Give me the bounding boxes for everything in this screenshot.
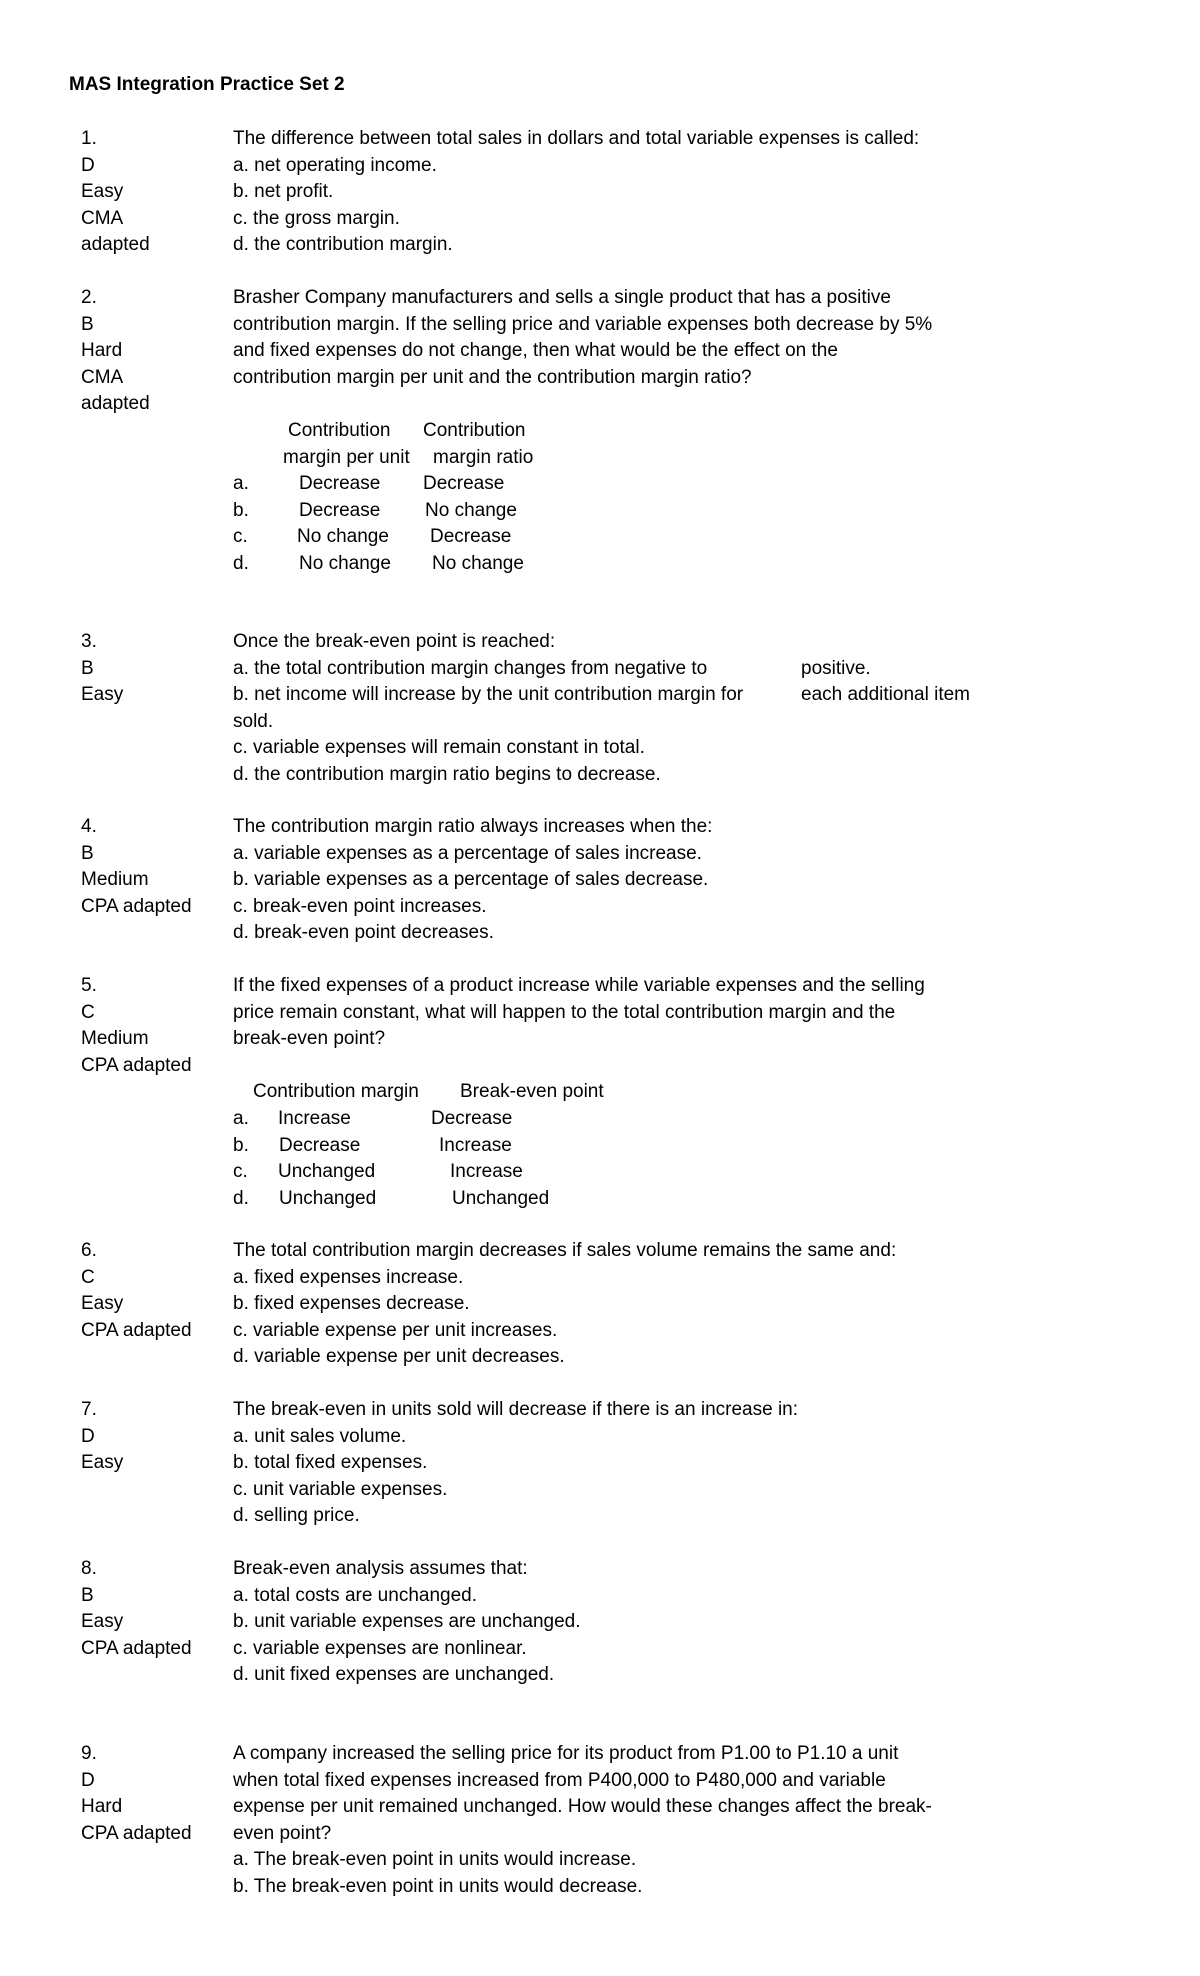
choice-a: a. the total contribution margin changes from negative to (233, 657, 708, 679)
table-header (233, 1079, 1013, 1106)
question-text: The total contribution margin decreases if sales volume remains the same and: (233, 1240, 897, 1261)
question-meta (81, 629, 231, 709)
table-row: a. Increase Decrease (233, 1107, 513, 1129)
question-text: The break-even in units sold will decrease if there is an increase in: (233, 1399, 799, 1420)
answer-key: B (81, 657, 94, 679)
question-number: 4. (81, 816, 97, 837)
difficulty: Hard (81, 1796, 123, 1818)
choice-d: d. variable expense per unit decreases. (233, 1346, 565, 1368)
choice-c: c. variable expense per unit increases. (233, 1319, 558, 1341)
question-body (233, 1238, 1013, 1371)
choice-b: b. variable expenses as a percentage of sales decrease. (233, 869, 709, 891)
difficulty: Easy (81, 181, 124, 203)
answer-key: B (81, 842, 94, 864)
question-number: 7. (81, 1399, 97, 1420)
question-body (233, 1397, 1013, 1530)
choice-b: b. unit variable expenses are unchanged. (233, 1611, 581, 1633)
table-header (233, 445, 1013, 472)
choice-b-wrap: sold. (233, 710, 274, 732)
choice-b: b. total fixed expenses. (233, 1452, 428, 1474)
choice-d: d. unit fixed expenses are unchanged. (233, 1664, 555, 1686)
question-body (233, 629, 1013, 789)
question-text-line: break-even point? (233, 1028, 386, 1050)
choice-d: d. selling price. (233, 1505, 360, 1527)
table-row: c. Unchanged Increase (233, 1161, 523, 1183)
question-meta (81, 285, 231, 418)
question-number: 2. (81, 287, 97, 308)
choice-a: a. variable expenses as a percentage of sales increase. (233, 842, 702, 864)
answer-key: D (81, 1425, 95, 1447)
choice-c: c. variable expenses will remain constant in total. (233, 737, 645, 759)
answer-table (233, 1079, 1013, 1212)
question-text-line: when total fixed expenses increased from P400,000 to P480,000 and variable (233, 1769, 886, 1791)
question-text-line: A company increased the selling price for its product from P1.00 to P1.10 a unit (233, 1743, 899, 1764)
difficulty: Easy (81, 1452, 124, 1474)
source: CPA adapted (81, 1054, 192, 1076)
table-row: c. No change Decrease (233, 526, 512, 548)
choice-c: c. break-even point increases. (233, 895, 487, 917)
source: CPA adapted (81, 1319, 192, 1341)
answer-key: B (81, 1584, 94, 1606)
table-row: d. No change No change (233, 552, 524, 574)
source-note: adapted (81, 234, 150, 256)
question-number: 9. (81, 1743, 97, 1764)
answer-key: C (81, 1266, 95, 1288)
source: CMA (81, 366, 124, 388)
question-text: Once the break-even point is reached: (233, 631, 556, 652)
question-text: The contribution margin ratio always increases when the: (233, 816, 713, 837)
question-body (233, 814, 1013, 947)
choice-c: c. the gross margin. (233, 207, 400, 229)
question-text-line: and fixed expenses do not change, then what would be the effect on the (233, 340, 838, 362)
question-number: 8. (81, 1558, 97, 1579)
source: CPA adapted (81, 1822, 192, 1844)
column-header: Break-even point (460, 1081, 604, 1103)
difficulty: Medium (81, 869, 149, 891)
answer-key: D (81, 154, 95, 176)
answer-key: C (81, 1001, 95, 1023)
question-body (233, 1556, 1013, 1689)
choice-a-continued: positive. (801, 657, 871, 679)
choice-b: b. net income will increase by the unit contribution margin for (233, 684, 744, 706)
choice-b: b. The break-even point in units would decrease. (233, 1875, 643, 1897)
table-row: d. Unchanged Unchanged (233, 1187, 550, 1209)
difficulty: Hard (81, 340, 123, 362)
question-number: 6. (81, 1240, 97, 1261)
source-note: adapted (81, 393, 150, 415)
question-meta (81, 1556, 231, 1662)
question-text: The difference between total sales in dollars and total variable expenses is called: (233, 128, 920, 149)
question-meta (81, 973, 231, 1079)
question-body (233, 285, 1013, 578)
question-text-line: expense per unit remained unchanged. How would these changes affect the break- (233, 1796, 932, 1818)
question-text-line: even point? (233, 1822, 332, 1844)
column-header: Contribution margin (253, 1081, 419, 1103)
choice-d: d. break-even point decreases. (233, 922, 494, 944)
choice-b: b. net profit. (233, 181, 334, 203)
choice-a: a. net operating income. (233, 154, 437, 176)
question-text-line: Brasher Company manufacturers and sells a single product that has a positive (233, 287, 891, 308)
table-row: a. Decrease Decrease (233, 473, 505, 495)
question-number: 3. (81, 631, 97, 652)
question-text: Break-even analysis assumes that: (233, 1558, 528, 1579)
question-meta (81, 1238, 231, 1344)
question-meta (81, 1741, 231, 1847)
column-header: margin per unit (283, 446, 410, 468)
column-header: Contribution (423, 419, 526, 441)
question-number: 1. (81, 128, 97, 149)
choice-a: a. unit sales volume. (233, 1425, 407, 1447)
question-body (233, 973, 1013, 1212)
source: CPA adapted (81, 895, 192, 917)
question-text-line: contribution margin. If the selling price and variable expenses both decrease by 5% (233, 313, 933, 335)
table-header (233, 418, 1013, 445)
question-body (233, 126, 1013, 259)
column-header: Contribution (288, 419, 391, 441)
choice-a: a. total costs are unchanged. (233, 1584, 477, 1606)
question-text-line: price remain constant, what will happen to the total contribution margin and the (233, 1001, 896, 1023)
table-row: b. Decrease Increase (233, 1134, 512, 1156)
choice-d: d. the contribution margin ratio begins to decrease. (233, 763, 661, 785)
choice-c: c. unit variable expenses. (233, 1478, 448, 1500)
source: CMA (81, 207, 124, 229)
choice-a: a. The break-even point in units would increase. (233, 1849, 637, 1871)
answer-key: D (81, 1769, 95, 1791)
choice-b-continued: each additional item (801, 684, 970, 706)
table-row: b. Decrease No change (233, 499, 517, 521)
difficulty: Easy (81, 1611, 124, 1633)
choice-b: b. fixed expenses decrease. (233, 1293, 470, 1315)
difficulty: Easy (81, 1293, 124, 1315)
difficulty: Medium (81, 1028, 149, 1050)
question-body (233, 1741, 1013, 1901)
question-text-line: contribution margin per unit and the contribution margin ratio? (233, 366, 752, 388)
choice-c: c. variable expenses are nonlinear. (233, 1637, 527, 1659)
choice-d: d. the contribution margin. (233, 234, 453, 256)
page-title: MAS Integration Practice Set 2 (69, 74, 345, 95)
difficulty: Easy (81, 684, 124, 706)
question-number: 5. (81, 975, 97, 996)
answer-table (233, 418, 1013, 578)
question-text-line: If the fixed expenses of a product increase while variable expenses and the selling (233, 975, 925, 996)
choice-a: a. fixed expenses increase. (233, 1266, 464, 1288)
source: CPA adapted (81, 1637, 192, 1659)
question-meta (81, 126, 231, 259)
question-meta (81, 814, 231, 920)
answer-key: B (81, 313, 94, 335)
question-meta (81, 1397, 231, 1477)
column-header: margin ratio (433, 446, 534, 468)
